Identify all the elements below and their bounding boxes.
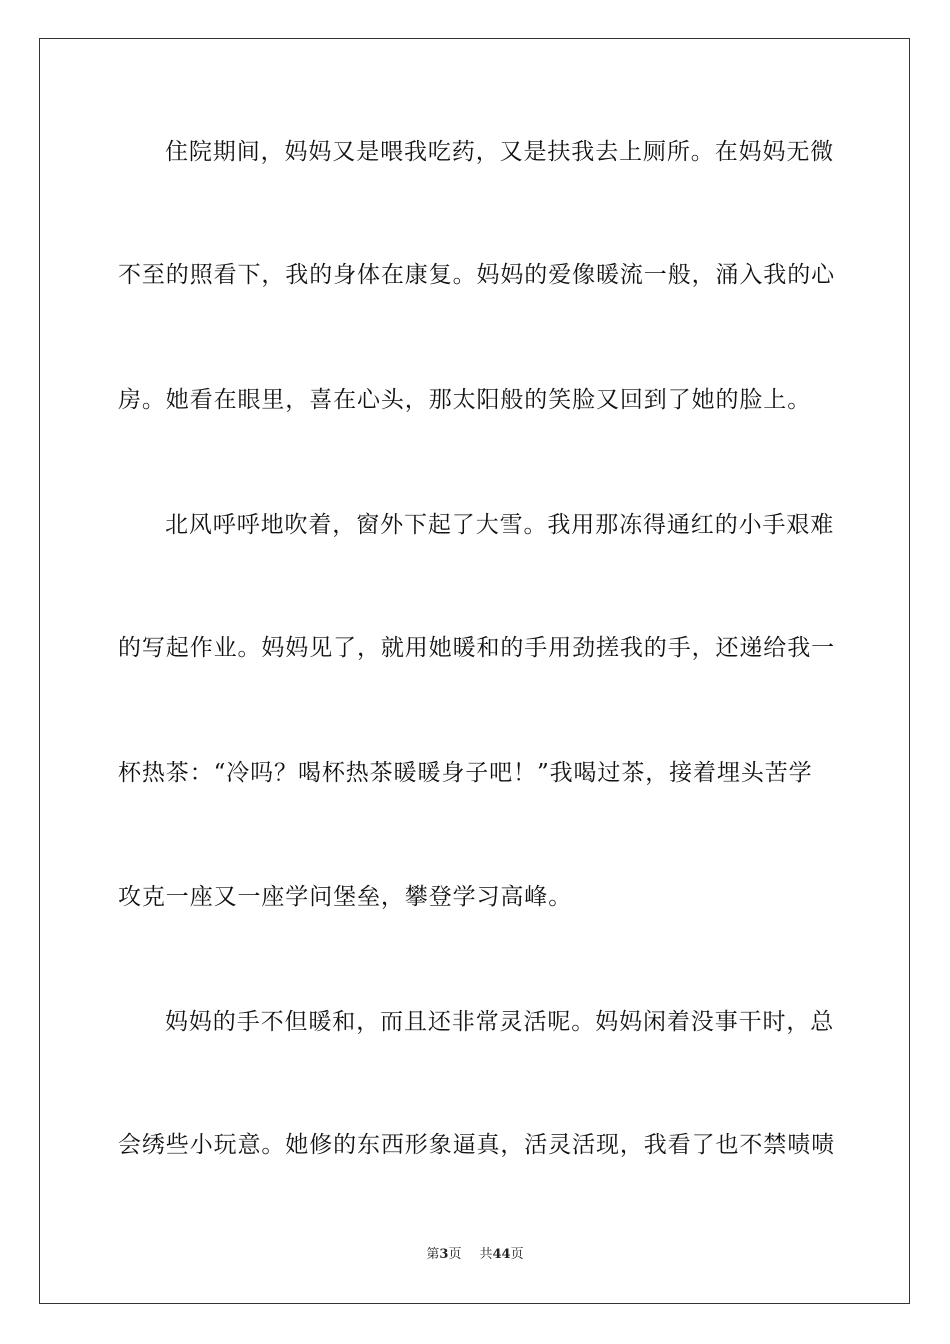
paragraph-line: 杯热茶：“冷吗？喝杯热茶暖暖身子吧！”我喝过茶，接着埋头苦学 xyxy=(118,760,813,786)
total-suffix: 页 xyxy=(510,1247,524,1262)
paragraph-line: 北风呼呼地吹着，窗外下起了大雪。我用那冻得通红的小手艰难 xyxy=(165,512,835,538)
paragraph-line: 妈妈的手不但暖和，而且还非常灵活呢。妈妈闲着没事干时，总 xyxy=(165,1009,835,1035)
paragraph-line: 的写起作业。妈妈见了，就用她暖和的手用劲搓我的手，还递给我一 xyxy=(118,635,835,661)
current-page-number: 3 xyxy=(439,1247,449,1262)
paragraph-line: 住院期间，妈妈又是喂我吃药，又是扶我去上厕所。在妈妈无微 xyxy=(165,139,835,165)
page-prefix: 第 xyxy=(426,1247,440,1262)
page-border xyxy=(39,38,910,1304)
paragraph-line: 攻克一座又一座学问堡垒，攀登学习高峰。 xyxy=(118,884,573,910)
page-suffix: 页 xyxy=(448,1247,462,1262)
paragraph-line: 不至的照看下，我的身体在康复。妈妈的爱像暖流一般，涌入我的心 xyxy=(118,262,835,288)
paragraph-line: 房。她看在眼里，喜在心头，那太阳般的笑脸又回到了她的脸上。 xyxy=(118,387,812,413)
page-footer xyxy=(0,1246,950,1264)
total-page-number: 44 xyxy=(492,1247,511,1262)
paragraph-line: 会绣些小玩意。她修的东西形象逼真，活灵活现，我看了也不禁啧啧 xyxy=(118,1132,835,1158)
total-prefix: 共 xyxy=(479,1247,493,1262)
